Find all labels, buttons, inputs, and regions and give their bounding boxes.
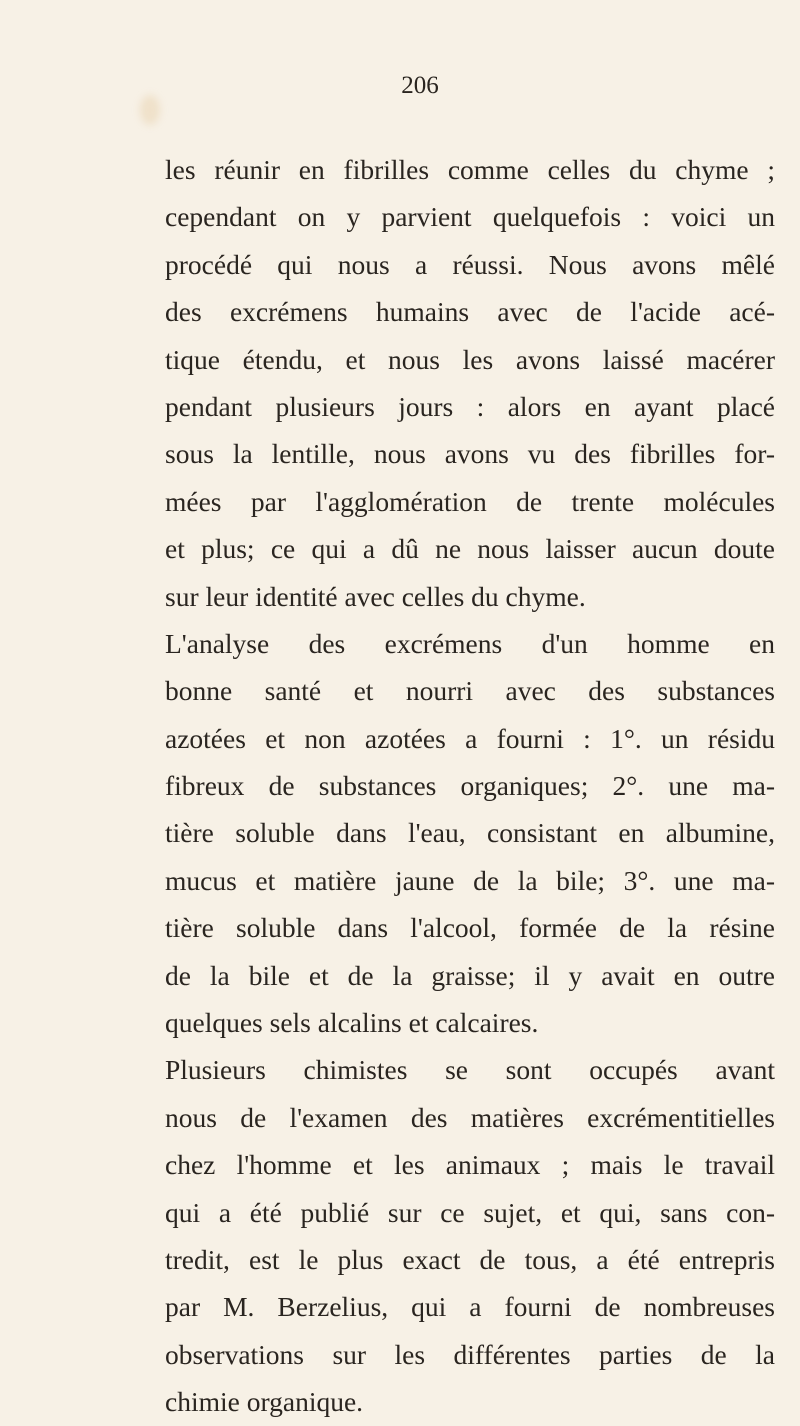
text-line: nous de l'examen des matières excrémentitielles bbox=[165, 1101, 775, 1133]
text-line: les réunir en fibrilles comme celles du chyme ; bbox=[165, 154, 775, 185]
text-line: azotées et non azotées a fourni : 1°. un résidu bbox=[165, 722, 775, 754]
text-line: des excrémens humains avec de l'acide acé- bbox=[165, 296, 775, 328]
text-line: mucus et matière jaune de la bile; 3°. une ma- bbox=[165, 864, 775, 896]
text-line: L'analyse des excrémens d'un homme en bbox=[165, 627, 775, 659]
text-line: chimie organique. bbox=[165, 1386, 364, 1418]
text-line: fibreux de substances organiques; 2°. une ma- bbox=[165, 770, 775, 802]
text-line: procédé qui nous a réussi. Nous avons mêlé bbox=[165, 248, 775, 280]
text-line: cependant on y parvient quelquefois : voici un bbox=[165, 201, 775, 233]
text-line: tredit, est le plus exact de tous, a été entrepris bbox=[165, 1243, 775, 1275]
text-line: et plus; ce qui a dû ne nous laisser aucun doute bbox=[165, 533, 775, 565]
page-number: 206 bbox=[401, 72, 439, 99]
body-text bbox=[165, 146, 775, 1426]
text-line: quelques sels alcalins et calcaires. bbox=[165, 1007, 539, 1039]
text-line: chez l'homme et les animaux ; mais le travail bbox=[165, 1149, 775, 1181]
text-line: par M. Berzelius, qui a fourni de nombreuses bbox=[165, 1291, 775, 1323]
text-line: Plusieurs chimistes se sont occupés avant bbox=[165, 1054, 775, 1086]
text-line: bonne santé et nourri avec des substances bbox=[165, 675, 775, 707]
text-line: observations sur les différentes parties de la bbox=[165, 1338, 775, 1370]
text-line: qui a été publié sur ce sujet, et qui, sans con- bbox=[165, 1196, 775, 1228]
text-line: sous la lentille, nous avons vu des fibrilles for- bbox=[165, 438, 775, 470]
text-line: sur leur identité avec celles du chyme. bbox=[165, 580, 586, 612]
text-line: pendant plusieurs jours : alors en ayant placé bbox=[165, 390, 775, 422]
text-line: de la bile et de la graisse; il y avait en outre bbox=[165, 959, 775, 991]
text-line: mées par l'agglomération de trente molécules bbox=[165, 485, 775, 517]
text-line: tique étendu, et nous les avons laissé macérer bbox=[165, 343, 775, 375]
text-line: tière soluble dans l'alcool, formée de la résine bbox=[165, 912, 775, 944]
text-line: tière soluble dans l'eau, consistant en albumine, bbox=[165, 817, 775, 849]
